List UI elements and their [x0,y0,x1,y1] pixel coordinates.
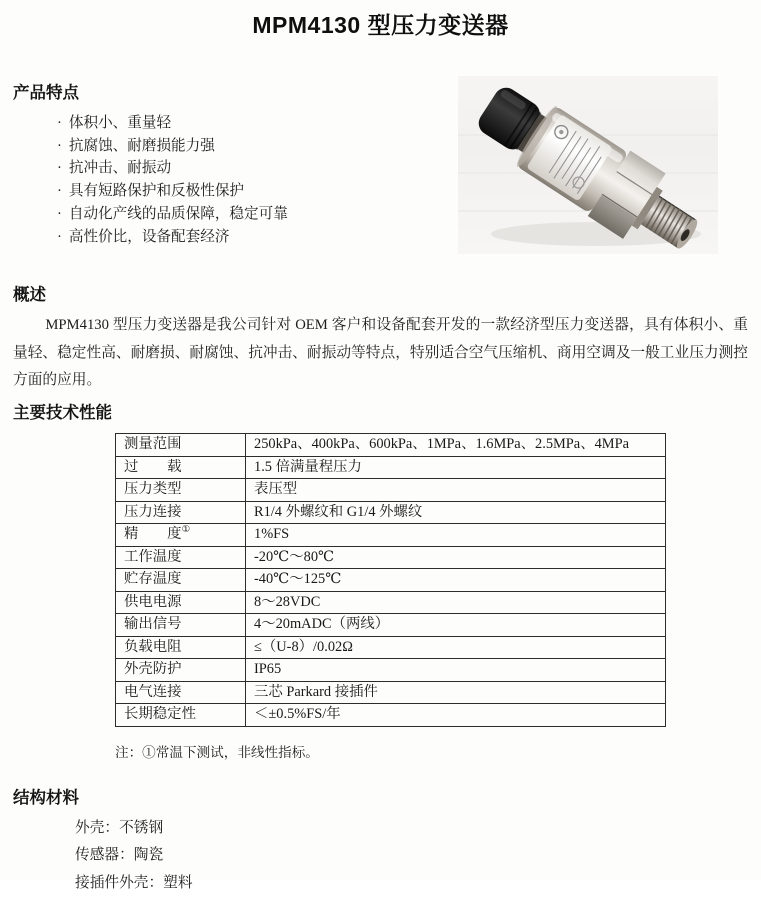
product-photo [458,76,718,254]
spec-value: 8～28VDC [246,591,666,614]
material-item: 外壳：不锈钢 [75,820,164,836]
feature-item [57,135,453,158]
materials-list [13,815,513,897]
spec-label: 电气连接 [116,681,246,704]
spec-value: 4～20mADC（两线） [246,614,666,637]
feature-text: 抗冲击、耐振动 [68,160,172,177]
bullet-icon: · [57,183,62,200]
table-row [116,479,666,502]
feature-text: 自动化产线的品质保障，稳定可靠 [68,205,288,222]
spec-label: 测量范围 [116,434,246,457]
material-item: 传感器：陶瓷 [75,847,164,864]
feature-text: 体积小、重量轻 [68,115,172,131]
table-row [116,681,666,704]
bullet-icon: · [57,205,62,222]
spec-value: IP65 [246,659,666,682]
overview-paragraph: MPM4130 型压力变送器是我公司针对 OEM 客户和设备配套开发的一款经济型压力变送器，具有体积小、重量轻、稳定性高、耐磨损、耐腐蚀、抗冲击、耐振动等特点，特别适合空气压缩机、商用空调及一般工业压力测控方面的应用。 [13,317,748,389]
bullet-icon: · [57,228,62,245]
feature-item [57,180,453,203]
feature-item [57,203,453,226]
features-section [13,79,453,248]
spec-value: -40℃～125℃ [246,569,666,592]
overview-section [13,281,748,395]
pressure-sensor-illustration [458,76,718,254]
table-row [116,659,666,682]
spec-value: 1.5 倍满量程压力 [246,456,666,479]
table-row [116,524,666,547]
table-row [116,704,666,727]
feature-text: 具有短路保护和反极性保护 [68,183,245,200]
spec-value: R1/4 外螺纹和 G1/4 外螺纹 [246,501,666,524]
feature-item [57,157,453,180]
spec-label: 过 载 [116,456,246,479]
table-row [116,501,666,524]
spec-value: 1%FS [246,524,666,547]
spec-value: ≤（U-8）/0.02Ω [246,636,666,659]
specs-table [115,433,666,727]
table-note: 注：①常温下测试，非线性指标。 [115,744,319,760]
overview-heading: 概述 [13,286,46,304]
bullet-icon: · [57,137,62,154]
bullet-icon: · [57,115,62,131]
spec-label: 压力类型 [116,479,246,502]
feature-text: 抗腐蚀、耐磨损能力强 [68,137,215,154]
spec-label: 压力连接 [116,501,246,524]
specs-heading: 主要技术性能 [13,404,112,422]
spec-label: 精 度① [116,524,246,547]
features-list [13,112,453,248]
spec-value: 表压型 [246,479,666,502]
spec-value: 三芯 Parkard 接插件 [246,681,666,704]
spec-value: 250kPa、400kPa、600kPa、1MPa、1.6MPa、2.5MPa、4MPa [246,434,666,457]
feature-text: 高性价比，设备配套经济 [68,228,230,245]
material-item: 接插件外壳：塑料 [75,874,193,891]
table-row [116,546,666,569]
spec-label: 工作温度 [116,546,246,569]
spec-label: 外壳防护 [116,659,246,682]
spec-label: 负载电阻 [116,636,246,659]
bullet-icon: · [57,160,62,177]
spec-value: ＜±0.5%FS/年 [246,704,666,727]
materials-section [13,784,513,897]
spec-value: -20℃～80℃ [246,546,666,569]
spec-label: 长期稳定性 [116,704,246,727]
spec-label: 输出信号 [116,614,246,637]
features-heading: 产品特点 [13,84,79,102]
table-row [116,434,666,457]
materials-heading: 结构材料 [13,789,79,807]
table-row [116,569,666,592]
table-row [116,614,666,637]
table-row [116,636,666,659]
spec-label: 供电电源 [116,591,246,614]
page-title: MPM4130 型压力变送器 [252,12,509,38]
feature-item [57,112,453,135]
feature-item [57,226,453,249]
specs-section [13,399,748,761]
table-row [116,591,666,614]
table-row [116,456,666,479]
spec-label: 贮存温度 [116,569,246,592]
